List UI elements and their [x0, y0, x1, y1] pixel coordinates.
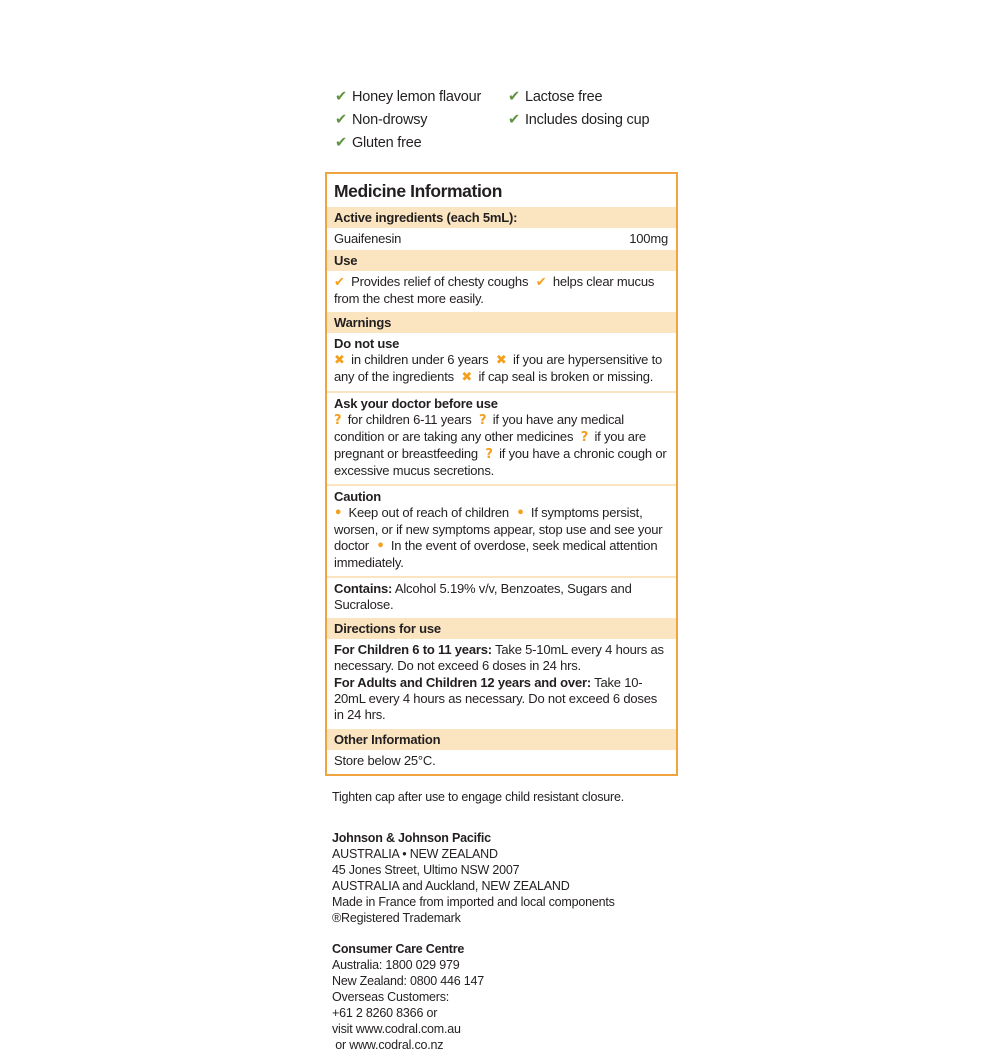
use-item: helps clear mucus from the chest more easily. [334, 274, 655, 306]
directions-dose-text: Take 5-10mL every 4 hours as necessary. Do not exceed 6 doses in 24 hrs. [334, 642, 664, 673]
ingredient-row [327, 228, 676, 250]
ingredient-name: Guaifenesin [334, 231, 402, 246]
feature-item [335, 109, 508, 132]
consumer-care-line: New Zealand: 0800 446 147 [332, 974, 485, 988]
ask-doctor-item: if you have any medical condition or are taking any other medicines [334, 412, 624, 444]
check-icon: ✔ [335, 135, 347, 151]
ingredient-amount: 100mg [629, 231, 668, 246]
manufacturer-line: Made in France from imported and local components [332, 895, 615, 909]
check-icon: ✔ [334, 275, 345, 290]
cap-note: Tighten cap after use to engage child resistant closure. [332, 790, 624, 804]
feature-label: Gluten free [351, 135, 422, 151]
website-line-au: visit www.codral.com.au [332, 1022, 461, 1036]
consumer-care-line: Australia: 1800 029 979 [332, 958, 460, 972]
feature-checklist [325, 86, 678, 155]
feature-label: Includes dosing cup [524, 112, 650, 128]
check-icon: ✔ [335, 89, 347, 105]
feature-item [508, 109, 678, 132]
directions-row [334, 642, 669, 674]
manufacturer-block [325, 830, 678, 926]
feature-item [335, 86, 508, 109]
directions-age-label: For Adults and Children 12 years and over: [334, 675, 591, 690]
feature-label: Lactose free [524, 89, 603, 105]
medicine-information-panel [325, 172, 678, 776]
directions-row [334, 675, 669, 723]
section-heading-directions: Directions for use [327, 618, 676, 639]
storage-text: Store below 25°C. [334, 753, 436, 768]
do-not-use-heading: Do not use [334, 336, 400, 351]
do-not-use-item: if cap seal is broken or missing. [478, 369, 654, 384]
manufacturer-name: Johnson & Johnson Pacific [332, 831, 491, 845]
bullet-icon: • [516, 506, 525, 521]
ask-doctor-item: if you have a chronic cough or excessive mucus secretions. [334, 446, 667, 478]
feature-item [508, 86, 678, 109]
bullet-icon: • [376, 539, 385, 554]
consumer-care-block [325, 941, 678, 1053]
caution-item: In the event of overdose, seek medical attention immediately. [334, 538, 658, 570]
section-heading-other-information: Other Information [327, 729, 676, 750]
ask-doctor-item: for children 6-11 years [347, 412, 472, 427]
feature-item [335, 132, 508, 155]
caution-block [327, 484, 676, 576]
bullet-icon: • [334, 506, 343, 521]
question-icon: ? [485, 447, 493, 462]
section-heading-use: Use [327, 250, 676, 271]
question-icon: ? [334, 413, 342, 428]
caution-item: Keep out of reach of children [348, 505, 509, 520]
directions-block [327, 639, 676, 729]
check-icon: ✔ [508, 89, 520, 105]
manufacturer-line: AUSTRALIA • NEW ZEALAND [332, 847, 498, 861]
manufacturer-line: AUSTRALIA and Auckland, NEW ZEALAND [332, 879, 570, 893]
contains-label: Contains: [334, 581, 393, 596]
check-icon: ✔ [535, 275, 547, 290]
use-item: Provides relief of chesty coughs [351, 274, 529, 289]
section-heading-active-ingredients: Active ingredients (each 5mL): [327, 207, 676, 228]
ask-doctor-block [327, 391, 676, 484]
registered-trademark-line: ®Registered Trademark [332, 911, 461, 925]
manufacturer-line: 45 Jones Street, Ultimo NSW 2007 [332, 863, 520, 877]
feature-label: Honey lemon flavour [351, 89, 482, 105]
consumer-care-line: Overseas Customers: [332, 990, 450, 1004]
content-column [325, 86, 678, 1053]
caution-item: If symptoms persist, worsen, or if new symptoms appear, stop use and see your doctor [334, 505, 663, 553]
consumer-care-line: +61 2 8260 8366 or [332, 1006, 438, 1020]
question-icon: ? [478, 413, 487, 428]
check-icon: ✔ [508, 112, 520, 128]
cross-icon: ✖ [461, 370, 473, 385]
do-not-use-item: if you are hypersensitive to any of the ingredients [334, 352, 663, 384]
contains-text: Alcohol 5.19% v/v, Benzoates, Sugars and Sucralose. [334, 581, 632, 612]
panel-title: Medicine Information [334, 181, 502, 201]
question-icon: ? [580, 430, 589, 445]
check-icon: ✔ [335, 112, 347, 128]
caution-heading: Caution [334, 489, 381, 504]
ask-doctor-item: if you are pregnant or breastfeeding [334, 429, 646, 461]
use-block [327, 271, 676, 312]
contains-line [327, 576, 676, 618]
do-not-use-block [327, 333, 676, 391]
feature-label: Non-drowsy [351, 112, 428, 128]
website-line-nz: or www.codral.co.nz [332, 1038, 444, 1052]
directions-age-label: For Children 6 to 11 years: [334, 642, 492, 657]
directions-dose-text: Take 10-20mL every 4 hours as necessary. Do not exceed 6 doses in 24 hrs. [334, 675, 658, 722]
consumer-care-heading: Consumer Care Centre [332, 942, 465, 956]
do-not-use-item: in children under 6 years [351, 352, 489, 367]
cross-icon: ✖ [495, 353, 507, 368]
section-heading-warnings: Warnings [327, 312, 676, 333]
cross-icon: ✖ [334, 353, 345, 368]
ask-doctor-heading: Ask your doctor before use [334, 396, 498, 411]
